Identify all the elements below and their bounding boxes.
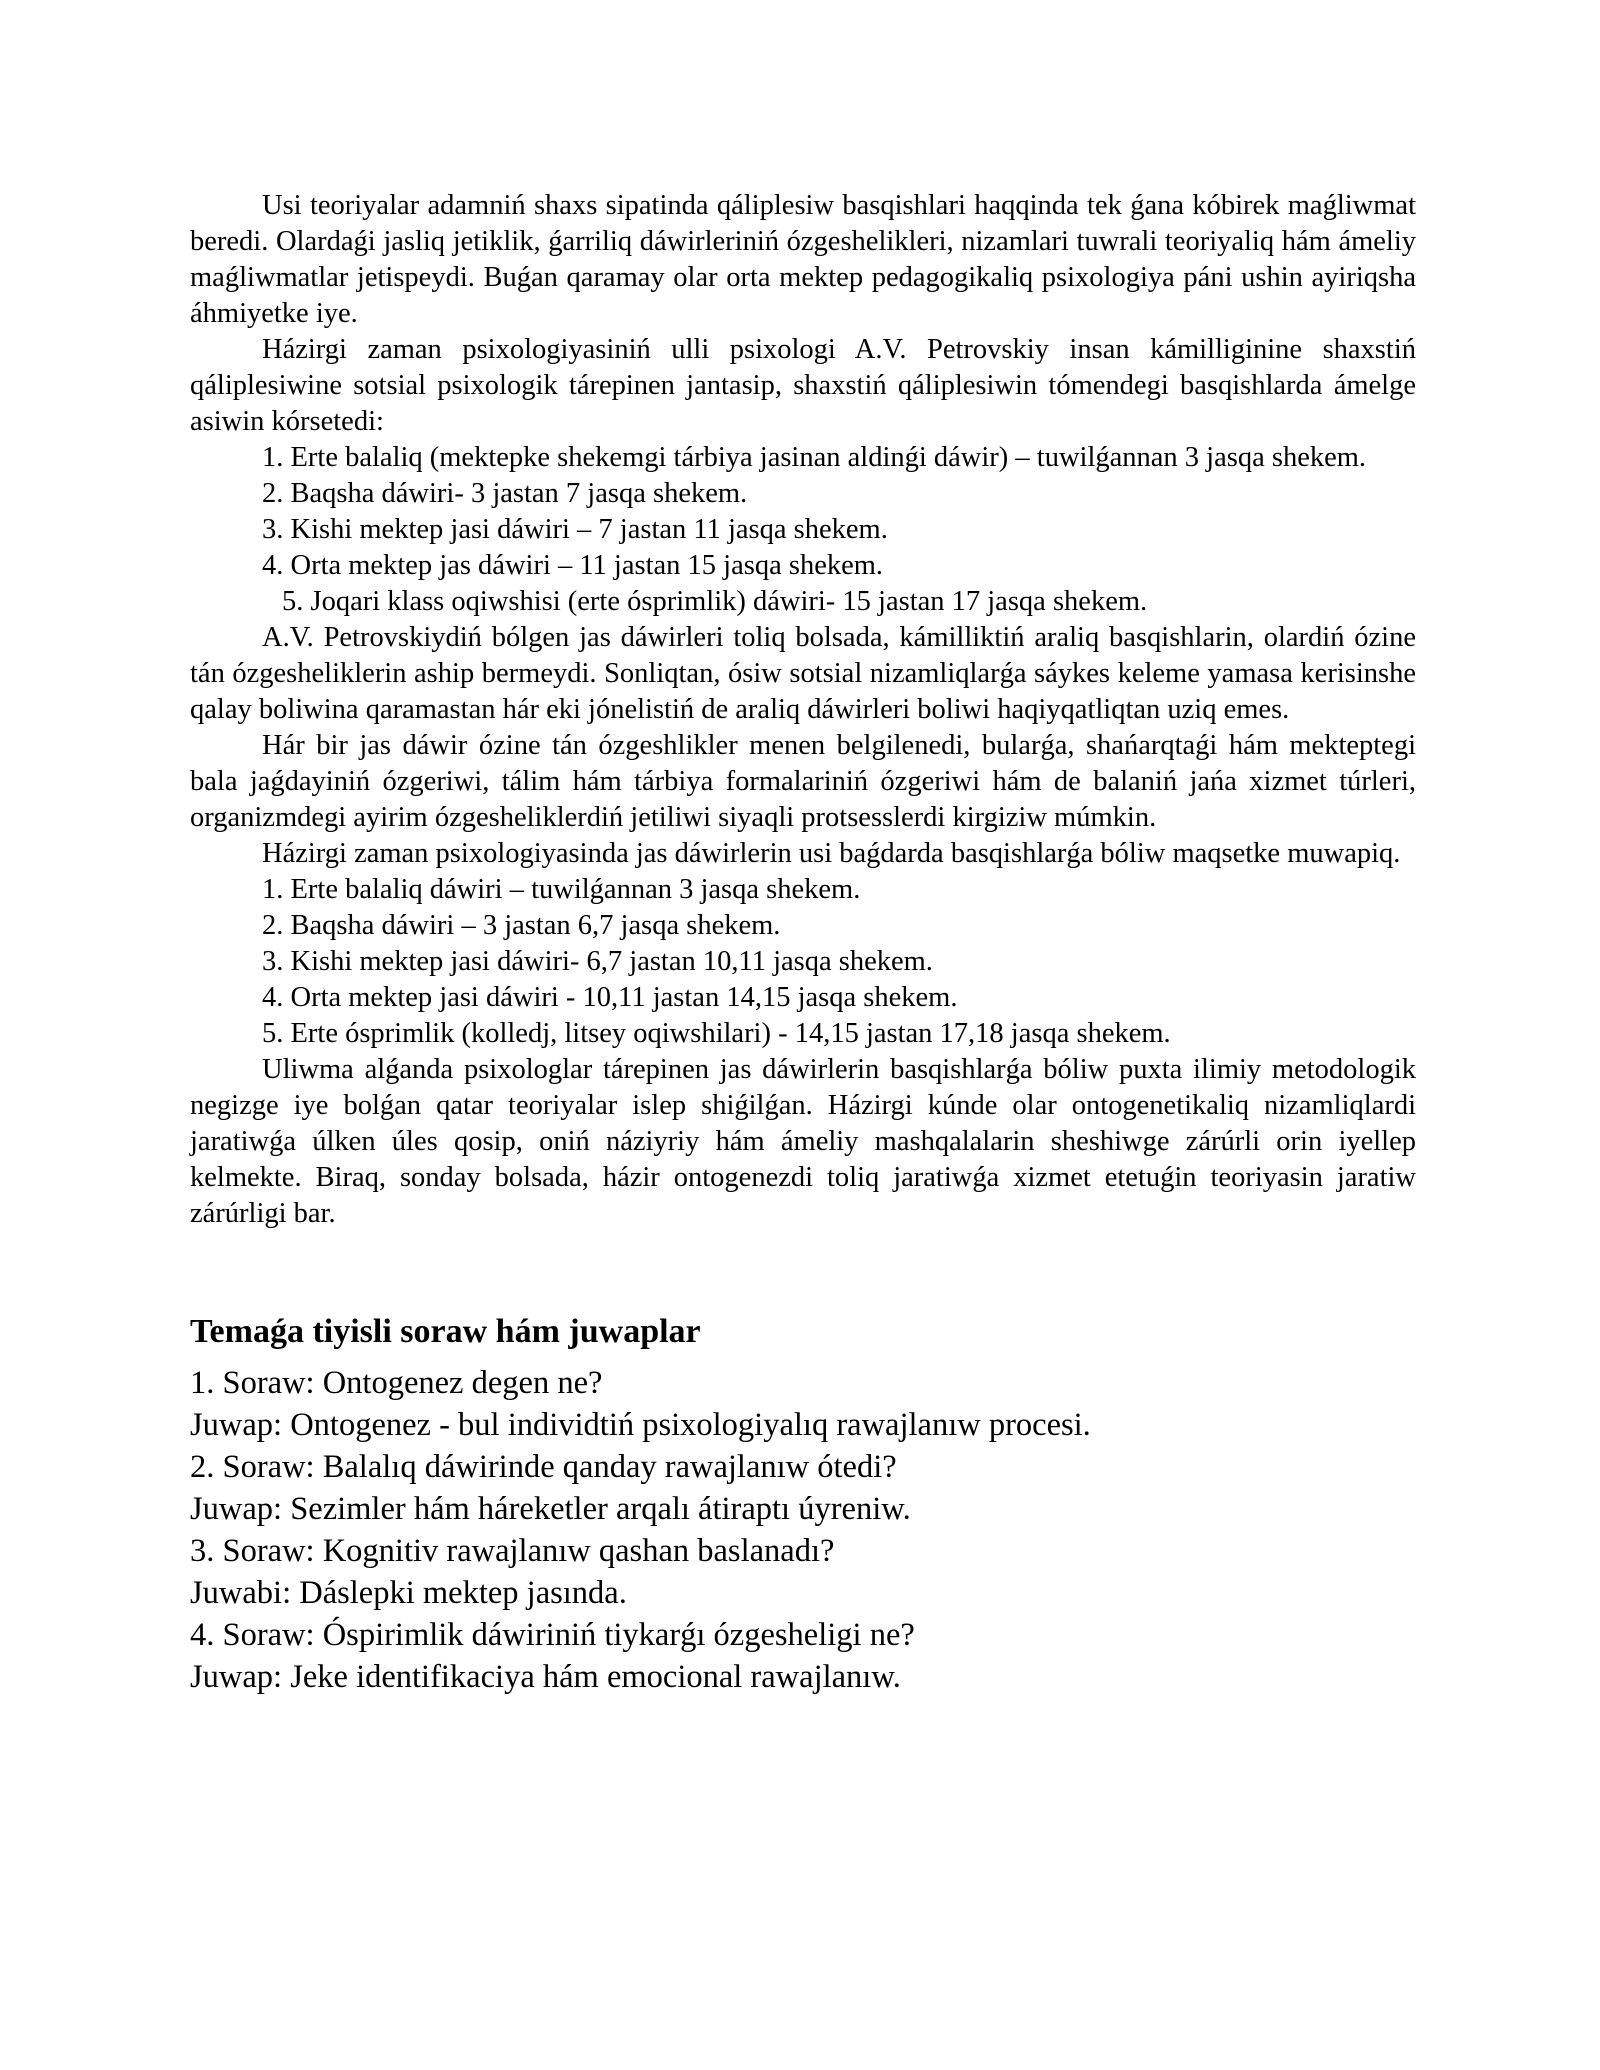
age-periods-list-petrovskiy <box>190 440 1416 620</box>
list-item: 2. Baqsha dáwiri- 3 jastan 7 jasqa shekem. <box>262 478 748 509</box>
section-title: Temaǵa tiyisli soraw hám juwaplar <box>190 1313 701 1350</box>
age-periods-list-modern <box>190 872 1416 1052</box>
question-line: 1. Soraw: Ontogenez degen ne? <box>190 1365 603 1401</box>
list-item: 4. Orta mektep jas dáwiri – 11 jastan 15 jasqa shekem. <box>262 550 884 581</box>
document-body <box>190 188 1416 1232</box>
answer-line: Juwap: Sezimler hám háreketler arqalı átiraptı úyreniw. <box>190 1491 911 1527</box>
answer-line: Juwap: Jeke identifikaciya hám emocional rawajlanıw. <box>190 1659 901 1695</box>
paragraph-4: Hár bir jas dáwir ózine tán ózgeshlikler menen belgilenedi, bularǵa, shańarqtaǵi hám mekteptegi bala jaǵdayiniń ózgeriwi, tálim hám tárbiya formalariniń ózgeriwi hám de balaniń jańa xizmet túrleri, organizmdegi ayirim ózgesheliklerdiń jetiliwi siyaqli protsesslerdi kirgiziw múmkin. <box>190 730 1416 833</box>
list-item: 1. Erte balaliq (mektepke shekemgi tárbiya jasinan aldinǵi dáwir) – tuwilǵannan 3 jasqa shekem. <box>262 442 1367 473</box>
list-item: 1. Erte balaliq dáwiri – tuwilǵannan 3 jasqa shekem. <box>262 874 861 905</box>
answer-line: Juwabi: Dáslepki mektep jasında. <box>190 1575 627 1611</box>
question-line: 4. Soraw: Óspirimlik dáwiriniń tiykarǵı ózgesheligi ne? <box>190 1617 915 1653</box>
qa-list <box>190 1362 1416 1698</box>
question-line: 3. Soraw: Kognitiv rawajlanıw qashan baslanadı? <box>190 1533 835 1569</box>
paragraph-2: Házirgi zaman psixologiyasiniń ulli psixologi A.V. Petrovskiy insan kámilliginine shaxstiń qáliplesiwine sotsial psixologik tárepinen jantasip, shaxstiń qáliplesiwin tómendegi basqishlarda ámelge asiwin kórsetedi: <box>190 334 1416 437</box>
list-item: 4. Orta mektep jasi dáwiri - 10,11 jastan 14,15 jasqa shekem. <box>262 982 958 1013</box>
list-item: 5. Erte ósprimlik (kolledj, litsey oqiwshilari) - 14,15 jastan 17,18 jasqa shekem. <box>262 1018 1171 1049</box>
list-item: 3. Kishi mektep jasi dáwiri – 7 jastan 11 jasqa shekem. <box>262 514 888 545</box>
paragraph-5: Házirgi zaman psixologiyasinda jas dáwirlerin usi baǵdarda basqishlarǵa bóliw maqsetke muwapiq. <box>262 838 1401 869</box>
list-item: 3. Kishi mektep jasi dáwiri- 6,7 jastan 10,11 jasqa shekem. <box>262 946 933 977</box>
paragraph-1: Usi teoriyalar adamniń shaxs sipatinda qáliplesiw basqishlari haqqinda tek ǵana kóbirek maǵliwmat beredi. Olardaǵi jasliq jetiklik, ǵarriliq dáwirleriniń ózgeshelikleri, nizamlari tuwrali teoriyaliq hám ámeliy maǵliwmatlar jetispeydi. Buǵan qaramay olar orta mektep pedagogikaliq psixologiya páni ushin ayiriqsha áhmiyetke iye. <box>190 190 1416 329</box>
paragraph-3: A.V. Petrovskiydiń bólgen jas dáwirleri toliq bolsada, kámilliktiń araliq basqishlarin, olardiń ózine tán ózgesheliklerin ashіp bermeydi. Sonliqtan, ósiw sotsial nizamliqlarǵa sáykes keleme yamasa kerisinshe qalay boliwina qaramastan hár eki jónelistiń de araliq dáwirleri boliwi haqiyqatliqtan uziq emes. <box>190 622 1416 725</box>
answer-line: Juwap: Ontogenez - bul individtiń psixologiyalıq rawajlanıw procesi. <box>190 1407 1091 1443</box>
question-line: 2. Soraw: Balalıq dáwirinde qanday rawajlanıw ótedi? <box>190 1449 897 1485</box>
list-item: 5. Joqari klass oqiwshisi (erte ósprimlik) dáwiri- 15 jastan 17 jasqa shekem. <box>282 586 1148 617</box>
document-page <box>190 188 1416 1698</box>
paragraph-6: Uliwma alǵanda psixologlar tárepinen jas dáwirlerin basqishlarǵa bóliw puxta ilimiy metodologik negizge iye bolǵan qatar teoriyalar islep shiǵilǵan. Házirgi kúnde olar ontogenetikaliq nizamliqlardi jaratiwǵa úlken úles qosip, oniń náziyriy hám ámeliy mashqalalarin sheshiwge zárúrli orin iyellep kelmekte. Biraq, sonday bolsada, házir ontogenezdi toliq jaratiwǵa xizmet etetuǵin teoriyasin jaratiw zárúrligi bar. <box>190 1054 1416 1229</box>
list-item: 2. Baqsha dáwiri – 3 jastan 6,7 jasqa shekem. <box>262 910 781 941</box>
